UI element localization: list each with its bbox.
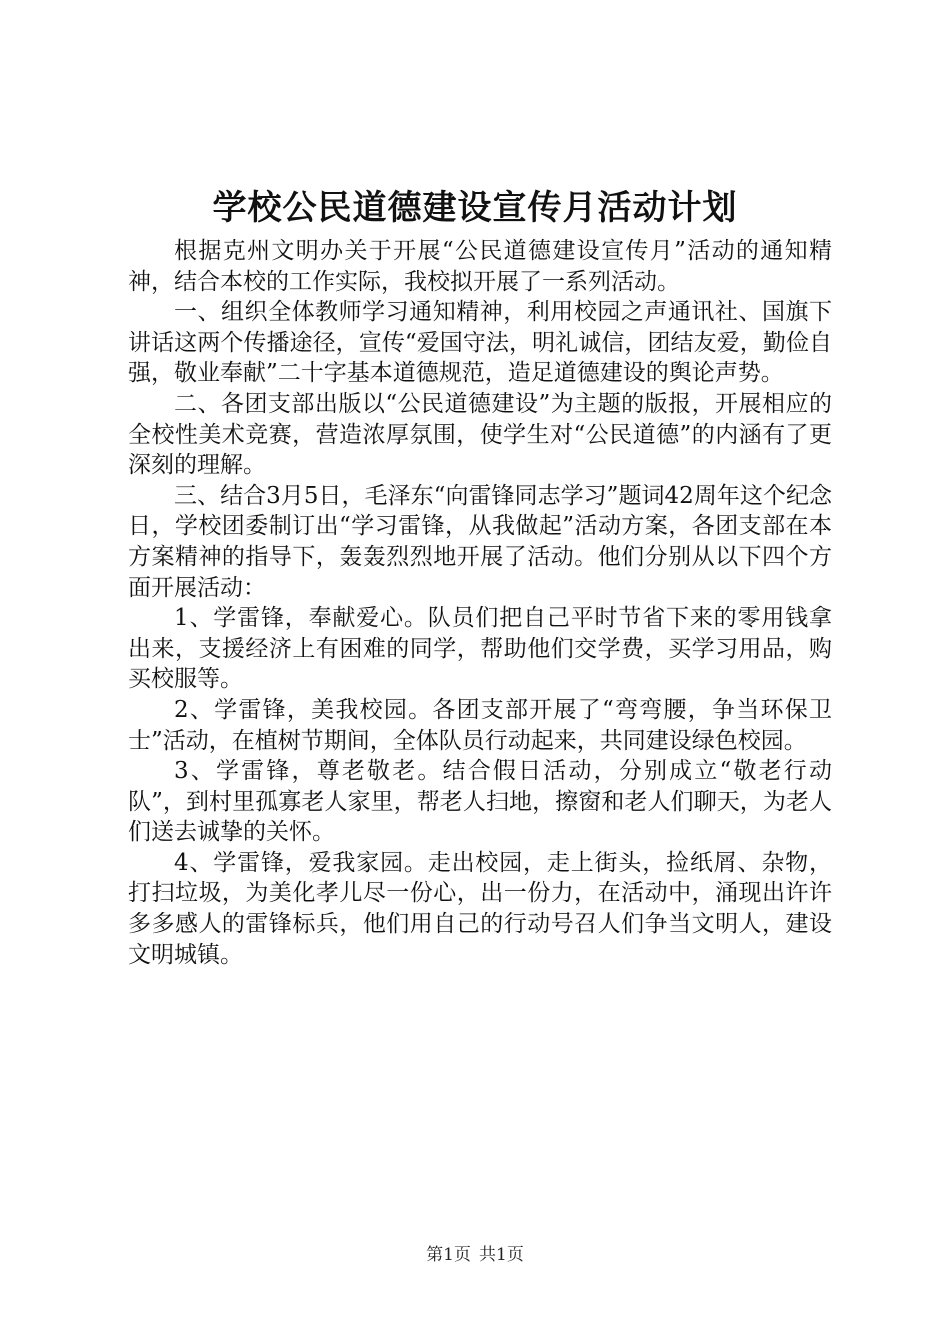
- paragraph-section-2: 二、各团支部出版以“公民道德建设”为主题的版报，开展相应的全校性美术竞赛，营造浓厚氛围，使学生对“公民道德”的内涵有了更深刻的理解。: [128, 390, 832, 479]
- paragraph-item-1: 1、学雷锋，奉献爱心。队员们把自己平时节省下来的零用钱拿出来，支援经济上有困难的同学，帮助他们交学费，买学习用品，购买校服等。: [128, 605, 832, 693]
- page-number: 第1页: [426, 1245, 471, 1265]
- document-body: [128, 236, 832, 970]
- paragraph-item-2: 2、学雷锋，美我校园。各团支部开展了“弯弯腰，争当环保卫士”活动，在植树节期间，全体队员行动起来，共同建设绿色校园。: [128, 696, 832, 754]
- paragraph-intro: 根据克州文明办关于开展“公民道德建设宣传月”活动的通知精神，结合本校的工作实际，我校拟开展了一系列活动。: [128, 238, 832, 295]
- document-title: 学校公民道德建设宣传月活动计划: [212, 188, 738, 228]
- paragraph-section-3: 三、结合3月5日，毛泽东“向雷锋同志学习”题词42周年这个纪念日，学校团委制订出“学习雷锋，从我做起”活动方案，各团支部在本方案精神的指导下，轰轰烈烈地开展了活动。他们分别从以下四个方面开展活动：: [128, 482, 832, 601]
- paragraph-item-4: 4、学雷锋，爱我家园。走出校园，走上街头，捡纸屑、杂物，打扫垃圾，为美化孝儿尽一份心，出一份力，在活动中，涌现出许许多多感人的雷锋标兵，他们用自己的行动号召人们争当文明人，建设文明城镇。: [128, 849, 832, 968]
- page-total: 共1页: [479, 1245, 524, 1265]
- paragraph-item-3: 3、学雷锋，尊老敬老。结合假日活动，分别成立“敬老行动队”，到村里孤寡老人家里，帮老人扫地，擦窗和老人们聊天，为老人们送去诚挚的关怀。: [128, 758, 832, 846]
- paragraph-section-1: 一、组织全体教师学习通知精神，利用校园之声通讯社、国旗下讲话这两个传播途径，宣传“爱国守法，明礼诚信，团结友爱，勤俭自强，敬业奉献”二十字基本道德规范，造足道德建设的舆论声势。: [128, 299, 832, 387]
- page-footer: [0, 1243, 950, 1267]
